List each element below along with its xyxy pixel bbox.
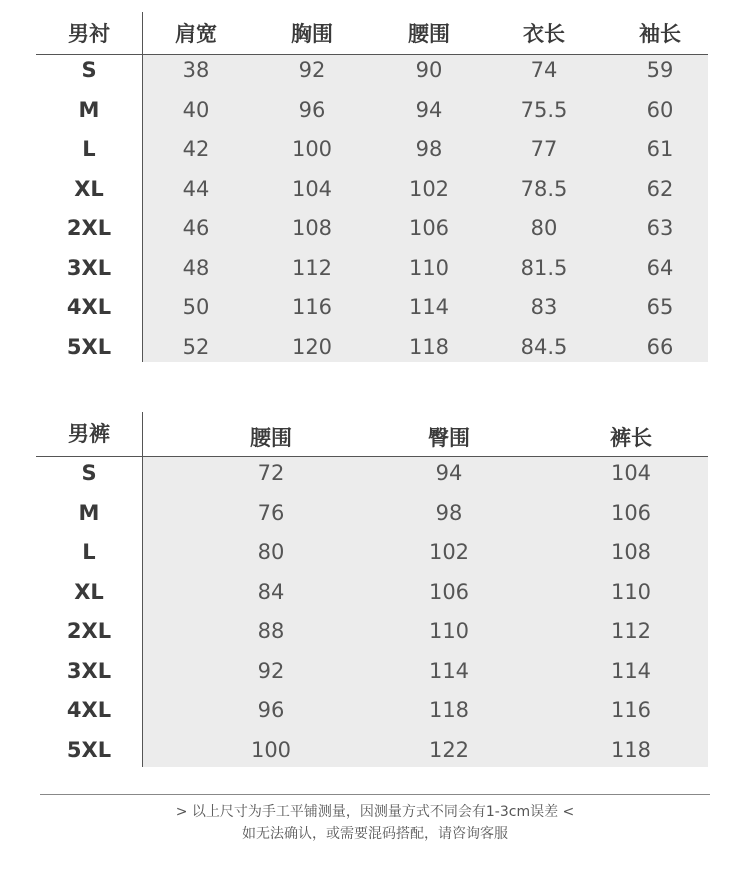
measurement-cell: 116: [291, 295, 333, 319]
measurement-cell: 61: [646, 137, 674, 161]
table-row: [36, 51, 708, 91]
measurement-cell: 38: [182, 58, 210, 82]
pants-size-table: [36, 412, 708, 767]
measurement-cell: 96: [257, 698, 285, 722]
table-row: [36, 533, 708, 573]
measurement-cell: 114: [408, 295, 450, 319]
measurement-cell: 102: [428, 540, 470, 564]
measurement-cell: 104: [610, 461, 652, 485]
measurement-cell: 77: [530, 137, 558, 161]
measurement-cell: 76: [257, 500, 285, 525]
table-row: [36, 91, 708, 131]
table-row: [36, 612, 708, 652]
measurement-cell: 90: [415, 58, 443, 82]
measurement-cell: 80: [257, 540, 285, 564]
measurement-cell: 64: [646, 255, 674, 280]
measurement-cell: 98: [435, 500, 463, 525]
measurement-cell: 118: [428, 698, 470, 722]
shirt-column-header: 衣长: [523, 22, 565, 46]
measurement-cell: 72: [257, 461, 285, 485]
size-label: 2XL: [66, 216, 112, 240]
measurement-cell: 106: [428, 579, 470, 604]
measurement-cell: 60: [646, 97, 674, 122]
measurement-cell: 63: [646, 216, 674, 240]
measurement-cell: 84: [257, 579, 285, 604]
shirt-column-header: 肩宽: [175, 22, 217, 46]
measurement-cell: 98: [415, 137, 443, 161]
measurement-cell: 42: [182, 137, 210, 161]
shirt-size-table: [36, 12, 708, 362]
size-label: M: [78, 97, 100, 122]
table-row: [36, 573, 708, 613]
table-row: [36, 691, 708, 731]
measurement-cell: 114: [610, 658, 652, 683]
measurement-cell: 94: [415, 97, 443, 122]
shirt-column-header: 腰围: [408, 22, 450, 46]
size-label: L: [82, 137, 96, 161]
size-label: 3XL: [66, 255, 112, 280]
size-label: 5XL: [66, 737, 112, 762]
measurement-cell: 110: [610, 579, 652, 604]
measurement-cell: 75.5: [520, 97, 568, 122]
measurement-cell: 48: [182, 255, 210, 280]
measurement-cell: 100: [250, 737, 292, 762]
measurement-cell: 104: [291, 176, 333, 201]
measurement-cell: 114: [428, 658, 470, 683]
size-label: S: [81, 461, 97, 485]
measurement-cell: 66: [646, 334, 674, 359]
measurement-cell: 118: [408, 334, 450, 359]
table-row: [36, 170, 708, 210]
size-label: 5XL: [66, 334, 112, 359]
measurement-cell: 84.5: [520, 334, 568, 359]
size-label: 4XL: [66, 698, 112, 722]
measurement-cell: 74: [530, 58, 558, 82]
measurement-cell: 102: [408, 176, 450, 201]
measurement-cell: 65: [646, 295, 674, 319]
note-line-1: > 以上尺寸为手工平铺测量，因测量方式不同会有1-3cm误差 <: [175, 804, 575, 820]
measurement-cell: 50: [182, 295, 210, 319]
measurement-cell: 92: [298, 58, 326, 82]
table-row: [36, 288, 708, 328]
measurement-cell: 52: [182, 334, 210, 359]
shirt-column-header: 胸围: [291, 22, 333, 46]
table-row: [36, 130, 708, 170]
pants-column-header: 腰围: [250, 426, 292, 450]
measurement-cell: 83: [530, 295, 558, 319]
measurement-cell: 40: [182, 97, 210, 122]
pants-row-header: 男裤: [68, 422, 110, 446]
size-label: M: [78, 500, 100, 525]
measurement-cell: 88: [257, 619, 285, 643]
size-label: XL: [74, 176, 104, 201]
shirt-row-header: 男衬: [68, 22, 110, 46]
size-label: S: [81, 58, 97, 82]
measurement-cell: 92: [257, 658, 285, 683]
shirt-column-header: 袖长: [639, 22, 681, 46]
table-row: [36, 731, 708, 771]
size-label: 2XL: [66, 619, 112, 643]
measurement-cell: 46: [182, 216, 210, 240]
size-label: 4XL: [66, 295, 112, 319]
size-label: L: [82, 540, 96, 564]
measurement-cell: 108: [610, 540, 652, 564]
size-label: XL: [74, 579, 104, 604]
pants-header-row: [36, 412, 708, 456]
size-label: 3XL: [66, 658, 112, 683]
measurement-cell: 59: [646, 58, 674, 82]
measurement-cell: 96: [298, 97, 326, 122]
measurement-cell: 118: [610, 737, 652, 762]
measurement-cell: 80: [530, 216, 558, 240]
measurement-cell: 122: [428, 737, 470, 762]
note-line-2: 如无法确认，或需要混码搭配，请咨询客服: [242, 826, 508, 842]
measurement-cell: 112: [610, 619, 652, 643]
table-row: [36, 652, 708, 692]
table-row: [36, 494, 708, 534]
measurement-cell: 78.5: [520, 176, 568, 201]
measurement-cell: 94: [435, 461, 463, 485]
measurement-cell: 120: [291, 334, 333, 359]
pants-column-header: 臀围: [428, 426, 470, 450]
measurement-cell: 106: [408, 216, 450, 240]
measurement-cell: 112: [291, 255, 333, 280]
table-row: [36, 454, 708, 494]
measurement-cell: 44: [182, 176, 210, 201]
table-row: [36, 209, 708, 249]
pants-column-header: 裤长: [610, 426, 652, 450]
table-row: [36, 249, 708, 289]
note-divider: [40, 794, 710, 795]
table-row: [36, 328, 708, 368]
measurement-cell: 62: [646, 176, 674, 201]
measurement-cell: 110: [408, 255, 450, 280]
measurement-cell: 108: [291, 216, 333, 240]
measurement-cell: 81.5: [520, 255, 568, 280]
measurement-cell: 106: [610, 500, 652, 525]
shirt-header-row: [36, 12, 708, 56]
measurement-cell: 100: [291, 137, 333, 161]
measurement-cell: 110: [428, 619, 470, 643]
measurement-cell: 116: [610, 698, 652, 722]
